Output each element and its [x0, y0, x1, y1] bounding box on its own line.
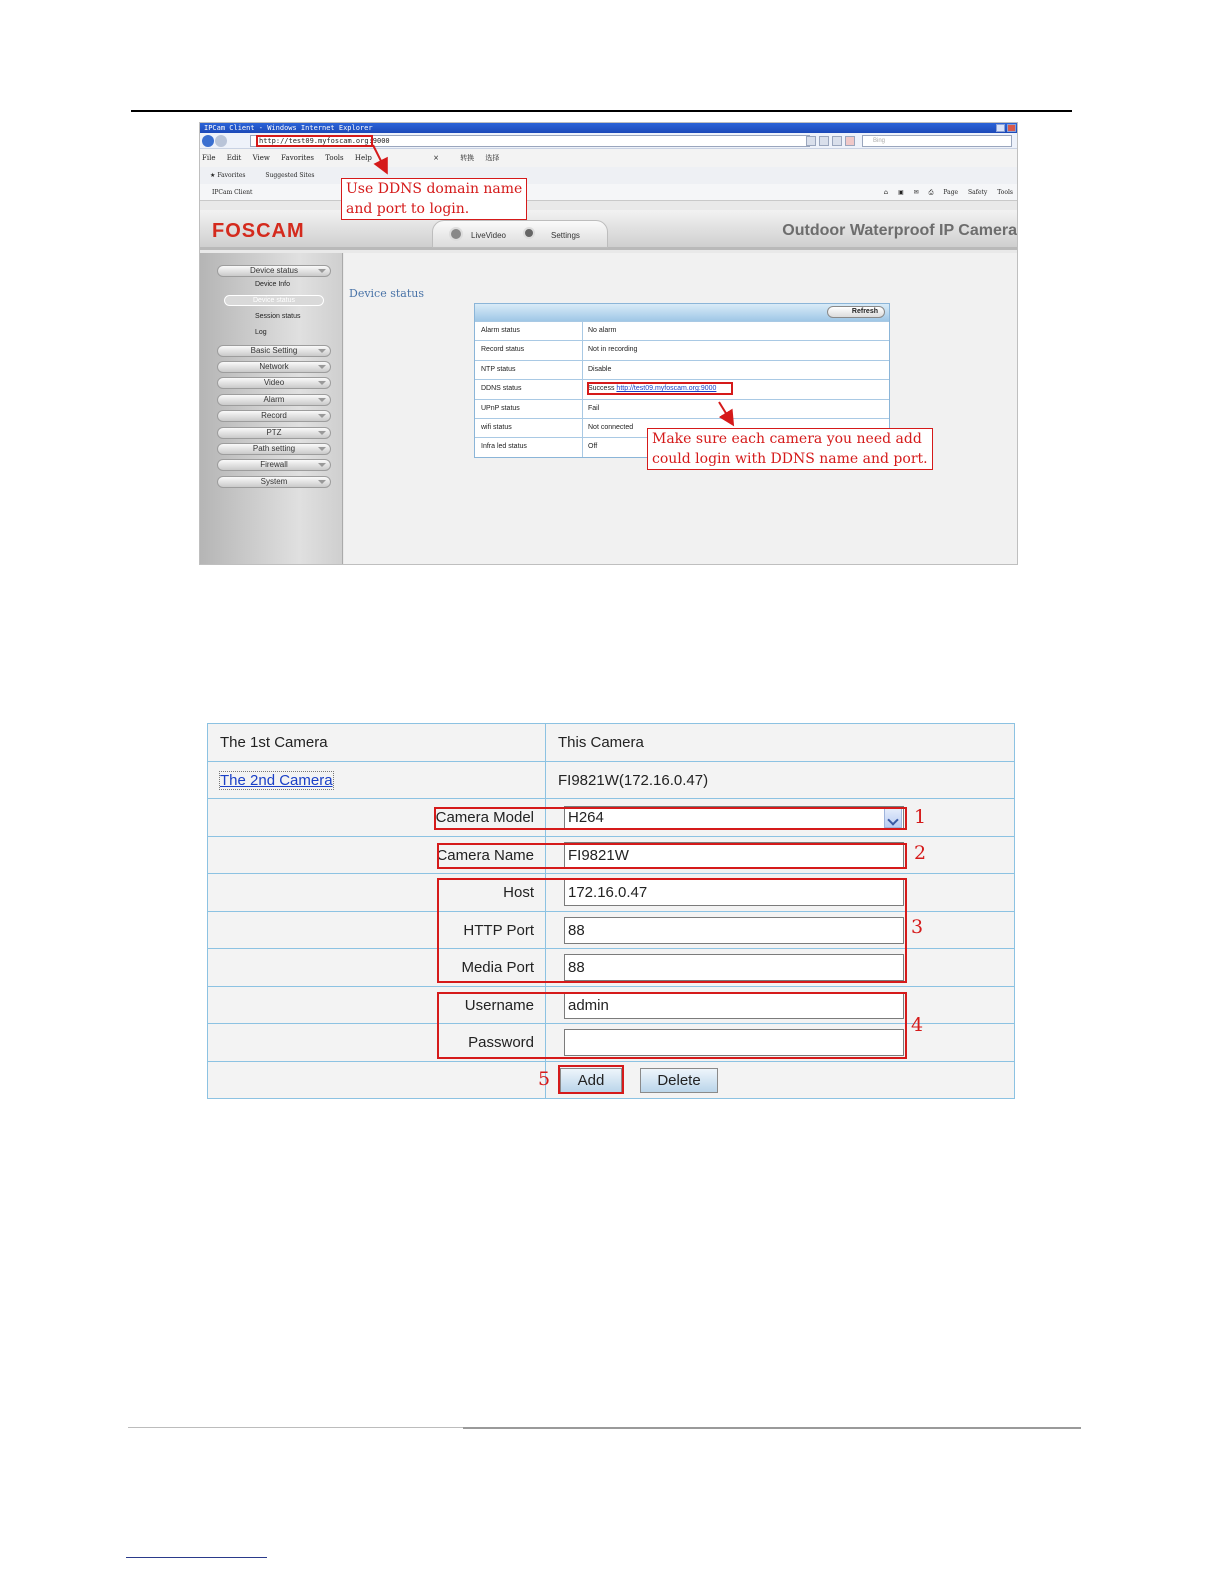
this-camera-label: This Camera	[558, 734, 644, 751]
status-key: NTP status	[481, 365, 516, 373]
status-key: DDNS status	[481, 385, 522, 393]
host-input[interactable]: 172.16.0.47	[564, 879, 904, 906]
media-port-input[interactable]: 88	[564, 954, 904, 981]
add-camera-form	[207, 723, 1015, 1099]
marker-5: 5	[538, 1068, 551, 1090]
marker-3: 3	[911, 916, 924, 938]
status-value: Not connected	[588, 423, 634, 431]
nav-livevideo[interactable]: LiveVideo	[471, 231, 506, 240]
status-value: Fail	[588, 404, 600, 412]
device-status-title: Device status	[349, 287, 425, 300]
menu-edit[interactable]: Edit	[226, 154, 242, 162]
sidebar-video[interactable]: Video	[217, 377, 331, 389]
print-icon[interactable]: ⎙	[928, 189, 934, 196]
marker-4: 4	[911, 1014, 924, 1036]
callout-line: Use DDNS domain name	[346, 181, 523, 197]
status-key: UPnP status	[481, 404, 520, 412]
sidebar-record[interactable]: Record	[217, 410, 331, 422]
ddns-success: Success	[588, 385, 615, 393]
camera-name-label: Camera Name	[436, 846, 534, 864]
sidebar-session-status[interactable]: Session status	[255, 313, 301, 320]
nav-settings[interactable]: Settings	[551, 231, 580, 240]
status-key: Record status	[481, 346, 525, 354]
status-key: Alarm status	[481, 327, 520, 334]
footer-rule-dark	[463, 1427, 1081, 1429]
first-camera-label: The 1st Camera	[220, 734, 328, 751]
table-row	[208, 724, 1014, 762]
menu-help[interactable]: Help	[354, 154, 372, 162]
sidebar-log[interactable]: Log	[255, 329, 267, 336]
sidebar-device-status[interactable]: Device status	[217, 265, 331, 277]
annotation-arrows	[200, 123, 1018, 565]
menu-favorites[interactable]: Favorites	[281, 154, 315, 162]
username-label: Username	[464, 996, 534, 1014]
product-name: Outdoor Waterproof IP Camera	[782, 222, 1017, 239]
menu-file[interactable]: File	[202, 154, 216, 162]
status-value: No alarm	[588, 327, 617, 334]
tools-menu[interactable]: Tools	[997, 189, 1013, 196]
second-camera-value: FI9821W(172.16.0.47)	[558, 771, 709, 789]
table-row	[208, 762, 1014, 800]
username-input[interactable]: admin	[564, 992, 904, 1019]
highlight-host-ports	[437, 878, 907, 983]
add-button[interactable]: Add	[560, 1068, 622, 1093]
sidebar-ptz[interactable]: PTZ	[217, 427, 331, 439]
sidebar-device-status-selected[interactable]: Device status	[224, 295, 324, 306]
status-value: Off	[588, 443, 598, 451]
sidebar-alarm[interactable]: Alarm	[217, 394, 331, 406]
feeds-icon[interactable]: ▣	[898, 189, 904, 196]
refresh-button[interactable]: Refresh	[827, 306, 885, 318]
camera-name-input[interactable]: FI9821W	[564, 842, 904, 869]
sidebar-basic-setting[interactable]: Basic Setting	[217, 345, 331, 357]
menu-convert[interactable]: 转换	[460, 154, 475, 162]
sidebar-path-setting[interactable]: Path setting	[217, 443, 331, 455]
sidebar-firewall[interactable]: Firewall	[217, 459, 331, 471]
mail-icon[interactable]: ✉	[913, 189, 919, 196]
menu-view[interactable]: View	[252, 154, 270, 162]
highlight-camera-name	[437, 843, 907, 869]
delete-button[interactable]: Delete	[640, 1068, 718, 1093]
callout-line: Make sure each camera you need add	[652, 431, 922, 447]
highlight-camera-model	[434, 807, 907, 830]
status-value: Not in recording	[588, 346, 638, 354]
media-port-label: Media Port	[461, 959, 534, 976]
search-input[interactable]: Bing	[862, 135, 1012, 147]
arrow-to-ddns	[719, 402, 732, 423]
sidebar-system[interactable]: System	[217, 476, 331, 488]
password-label: Password	[468, 1034, 534, 1051]
home-icon[interactable]: ⌂	[883, 189, 889, 196]
browser-screenshot	[199, 122, 1018, 565]
favorites-button[interactable]: Favorites	[217, 172, 246, 179]
menu-tools[interactable]: Tools	[325, 154, 344, 162]
window-title: IPCam Client - Windows Internet Explorer	[204, 124, 373, 132]
callout-line: and port to login.	[346, 201, 470, 217]
callout-line: could login with DDNS name and port.	[652, 451, 928, 467]
status-key: Infra led status	[481, 443, 527, 451]
camera-model-label: Camera Model	[435, 809, 534, 826]
safety-menu[interactable]: Safety	[968, 189, 988, 196]
status-value: Disable	[588, 365, 612, 373]
favorites-star-icon[interactable]: ★	[210, 172, 216, 179]
camera-model-value: H264	[568, 809, 604, 826]
sidebar-network[interactable]: Network	[217, 361, 331, 373]
marker-1: 1	[914, 806, 927, 828]
status-key: wifi status	[481, 423, 512, 431]
foscam-logo: FOSCAM	[212, 220, 305, 242]
footnote-rule	[126, 1557, 267, 1558]
header-rule	[131, 110, 1072, 112]
arrow-to-url	[373, 145, 386, 171]
host-label: Host	[503, 884, 534, 901]
highlight-credentials	[437, 992, 907, 1059]
menu-select[interactable]: 选择	[485, 154, 500, 162]
ddns-link[interactable]: http://test09.myfoscam.org:9000	[616, 385, 717, 393]
second-camera-link[interactable]: The 2nd Camera	[220, 771, 333, 789]
address-input[interactable]: http://test09.myfoscam.org:9000	[250, 135, 810, 147]
marker-2: 2	[914, 842, 927, 864]
http-port-label: HTTP Port	[463, 921, 534, 939]
tab-ipcam-client[interactable]: IPCam Client	[212, 189, 253, 196]
http-port-input[interactable]: 88	[564, 917, 904, 944]
highlight-add	[558, 1065, 624, 1094]
close-x-icon[interactable]: ×	[433, 154, 439, 162]
suggested-sites[interactable]: Suggested Sites	[265, 172, 315, 179]
sidebar-device-info[interactable]: Device Info	[255, 281, 291, 288]
page-menu[interactable]: Page	[943, 189, 959, 196]
